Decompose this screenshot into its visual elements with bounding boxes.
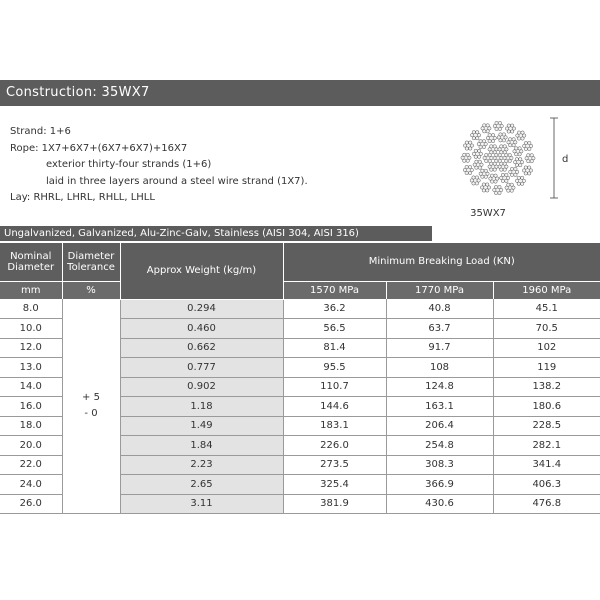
cell-load-1960: 119 [493, 358, 600, 378]
cell-weight: 0.460 [120, 319, 283, 339]
cell-load-1770: 254.8 [386, 436, 493, 456]
rope-spec: Rope: 1X7+6X7+(6X7+6X7)+16X7 [10, 142, 188, 154]
header-min-breaking-load: Minimum Breaking Load (KN) [283, 243, 600, 281]
header-nominal-diameter: Nominal Diameter [0, 243, 62, 281]
strand-spec: Strand: 1+6 [10, 126, 71, 137]
cell-weight: 3.11 [120, 494, 283, 514]
specs-block [10, 124, 308, 207]
cell-weight: 0.902 [120, 377, 283, 397]
cell-weight: 0.777 [120, 358, 283, 378]
cell-load-1770: 124.8 [386, 377, 493, 397]
lay-spec: Lay: RHRL, LHRL, RHLL, LHLL [10, 192, 155, 203]
cell-load-1960: 138.2 [493, 377, 600, 397]
unit-mm: mm [0, 281, 62, 299]
diagram-caption: 35WX7 [470, 208, 506, 219]
cell-load-1960: 228.5 [493, 416, 600, 436]
cell-load-1770: 91.7 [386, 338, 493, 358]
unit-percent: % [62, 281, 120, 299]
cell-load-1570: 381.9 [283, 494, 386, 514]
cell-diameter: 14.0 [0, 377, 62, 397]
rope-description-1: exterior thirty-four strands (1+6) [46, 159, 212, 170]
cell-weight: 1.49 [120, 416, 283, 436]
cell-load-1770: 308.3 [386, 455, 493, 475]
cell-load-1960: 406.3 [493, 475, 600, 495]
cell-load-1570: 144.6 [283, 397, 386, 417]
cell-load-1960: 282.1 [493, 436, 600, 456]
cell-load-1770: 430.6 [386, 494, 493, 514]
cell-weight: 1.18 [120, 397, 283, 417]
tolerance-minus: - 0 [84, 408, 98, 419]
cell-diameter: 24.0 [0, 475, 62, 495]
cell-load-1770: 163.1 [386, 397, 493, 417]
cell-load-1570: 95.5 [283, 358, 386, 378]
cell-load-1960: 45.1 [493, 299, 600, 319]
cell-weight: 2.65 [120, 475, 283, 495]
table-row [0, 299, 600, 319]
header-diameter-tolerance: Diameter Tolerance [62, 243, 120, 281]
cell-weight: 2.23 [120, 455, 283, 475]
finish-options: Ungalvanized, Galvanized, Alu-Zinc-Galv, Stainless (AISI 304, AISI 316) [0, 226, 432, 241]
cell-diameter: 12.0 [0, 338, 62, 358]
cell-load-1960: 102 [493, 338, 600, 358]
construction-title: Construction: 35WX7 [0, 80, 600, 106]
cell-load-1960: 180.6 [493, 397, 600, 417]
cell-weight: 0.662 [120, 338, 283, 358]
breaking-load-table [0, 243, 600, 514]
cell-weight: 0.294 [120, 299, 283, 319]
cell-tolerance [62, 299, 120, 514]
cell-load-1960: 476.8 [493, 494, 600, 514]
grade-1570: 1570 MPa [283, 281, 386, 299]
grade-1960: 1960 MPa [493, 281, 600, 299]
cell-diameter: 8.0 [0, 299, 62, 319]
cell-diameter: 18.0 [0, 416, 62, 436]
cell-load-1570: 183.1 [283, 416, 386, 436]
rope-description-2: laid in three layers around a steel wire strand (1X7). [46, 175, 308, 187]
rope-wires [461, 121, 535, 194]
cell-diameter: 10.0 [0, 319, 62, 339]
cell-load-1770: 63.7 [386, 319, 493, 339]
cell-diameter: 20.0 [0, 436, 62, 456]
cell-load-1570: 110.7 [283, 377, 386, 397]
cell-load-1570: 56.5 [283, 319, 386, 339]
grade-1770: 1770 MPa [386, 281, 493, 299]
cell-load-1770: 206.4 [386, 416, 493, 436]
cell-load-1770: 108 [386, 358, 493, 378]
cell-load-1570: 81.4 [283, 338, 386, 358]
cell-load-1570: 226.0 [283, 436, 386, 456]
cell-diameter: 26.0 [0, 494, 62, 514]
cell-diameter: 13.0 [0, 358, 62, 378]
cell-load-1960: 341.4 [493, 455, 600, 475]
cell-load-1570: 36.2 [283, 299, 386, 319]
dimension-label: d [562, 154, 569, 165]
header-approx-weight: Approx Weight (kg/m) [120, 243, 283, 299]
cell-diameter: 16.0 [0, 397, 62, 417]
tolerance-plus: + 5 [82, 392, 100, 403]
cell-load-1770: 40.8 [386, 299, 493, 319]
cell-load-1570: 325.4 [283, 475, 386, 495]
cell-weight: 1.84 [120, 436, 283, 456]
cell-load-1770: 366.9 [386, 475, 493, 495]
cell-load-1570: 273.5 [283, 455, 386, 475]
cell-load-1960: 70.5 [493, 319, 600, 339]
cell-diameter: 22.0 [0, 455, 62, 475]
